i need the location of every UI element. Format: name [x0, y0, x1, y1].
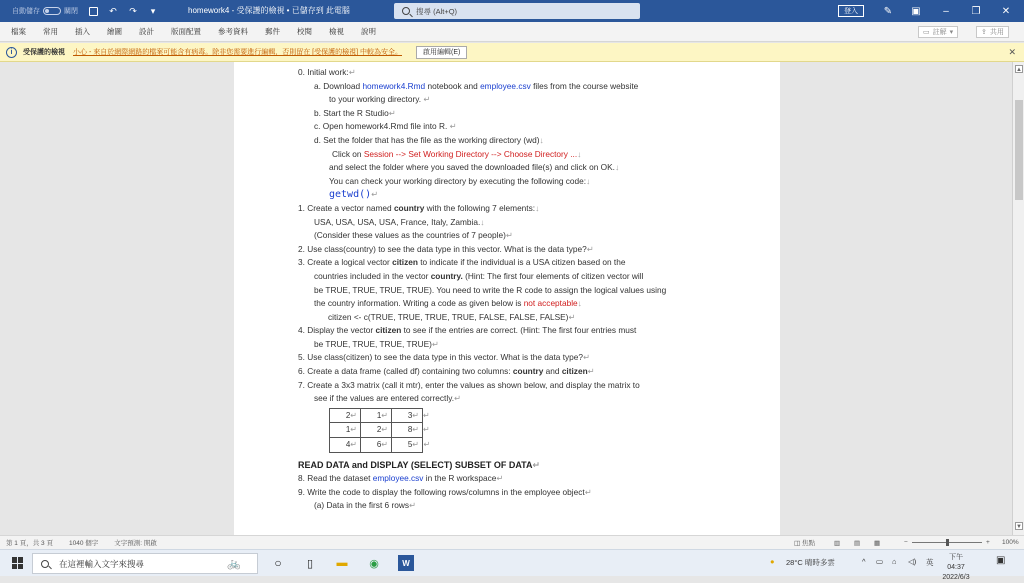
- enable-editing-button[interactable]: 啟用編輯(E): [416, 46, 467, 59]
- row-end-mark: ↵: [423, 440, 431, 450]
- paragraph-mark: ↓: [535, 202, 540, 213]
- matrix-row: [330, 438, 434, 453]
- undo-button[interactable]: [108, 6, 118, 16]
- ribbon-display-icon: ▣: [911, 5, 921, 17]
- line-text: USA, USA, USA, USA, France, Italy, Zambia.: [314, 216, 481, 227]
- line-text: (a) Data in the first 6 rows: [314, 500, 409, 511]
- taskbar-search-placeholder: 在這裡輸入文字來搜尋: [59, 558, 145, 569]
- matrix-cell: [361, 408, 392, 423]
- bold-text: country: [393, 202, 425, 213]
- document-line: [298, 175, 718, 189]
- text-prediction[interactable]: 文字預測: 開啟: [114, 540, 157, 547]
- document-lines-after: [298, 472, 718, 513]
- print-layout-icon[interactable]: ▤: [854, 539, 861, 547]
- scroll-down-button[interactable]: ▼: [1016, 524, 1022, 530]
- matrix-cell-value: 4: [345, 440, 351, 450]
- paragraph-mark: ↵: [412, 410, 419, 420]
- paragraph-mark: ↵: [496, 473, 504, 484]
- notification-icon[interactable]: ▣: [996, 555, 1006, 566]
- restore-button[interactable]: [966, 3, 986, 19]
- pen-icon: ✎: [883, 5, 893, 17]
- tab-references[interactable]: 參考資料: [218, 27, 248, 36]
- scroll-up-button[interactable]: ▲: [1016, 67, 1022, 73]
- matrix-row: [330, 408, 434, 423]
- paragraph-mark: ↵: [350, 425, 357, 435]
- focus-label: 焦點: [801, 540, 815, 547]
- paragraph-mark: ↓: [539, 134, 544, 145]
- comments-button[interactable]: [918, 26, 958, 38]
- page-count[interactable]: 第 1 頁，共 3 頁: [6, 540, 53, 547]
- document-line: [298, 379, 718, 393]
- paragraph-mark: ↵: [371, 189, 379, 200]
- clock-date: 2022/6/3: [942, 574, 970, 581]
- document-line: [298, 93, 718, 107]
- line-text: d. Set the folder that has the file as the working directory (wd): [314, 134, 540, 145]
- paragraph-mark: ↵: [568, 311, 576, 322]
- focus-mode-button[interactable]: [794, 538, 815, 547]
- blue-text: homework4.Rmd: [362, 80, 426, 91]
- status-bar: [0, 535, 1024, 549]
- save-icon: [89, 7, 98, 16]
- line-text: and: [543, 366, 562, 377]
- tab-view[interactable]: 檢視: [329, 27, 344, 36]
- zoom-out-button[interactable]: −: [904, 539, 908, 546]
- document-line: [298, 472, 718, 486]
- paragraph-mark: ↵: [348, 67, 356, 77]
- document-content: [298, 66, 718, 513]
- matrix-cell-value: 2: [345, 410, 351, 420]
- paragraph-mark: ↵: [381, 410, 388, 420]
- weather-text[interactable]: 28°C 晴時多雲: [786, 558, 835, 567]
- restore-icon: ❐: [971, 5, 981, 17]
- zoom-in-button[interactable]: +: [986, 539, 990, 546]
- customize-toolbar-button[interactable]: [148, 6, 158, 16]
- clock[interactable]: [940, 553, 972, 583]
- paragraph-mark: ↵: [454, 393, 461, 404]
- word-count[interactable]: 1040 個字: [68, 540, 99, 547]
- line-text: 6. Create a data frame (called df) containing two columns:: [298, 366, 513, 377]
- paragraph-mark: ↵: [431, 338, 439, 349]
- bold-text: citizen: [392, 257, 418, 268]
- search-icon: [402, 7, 410, 15]
- autosave-state: 關閉: [64, 8, 78, 15]
- document-line: [298, 256, 718, 270]
- ime-indicator[interactable]: 英: [926, 558, 934, 567]
- comment-icon: ▭: [923, 29, 930, 36]
- bold-text: citizen: [561, 366, 588, 377]
- document-line: [298, 311, 718, 325]
- line-text: files from the course website: [530, 80, 639, 91]
- undo-icon: ↶: [109, 5, 117, 16]
- line-text: with the following 7 elements:: [424, 202, 536, 213]
- row-end-mark: ↵: [423, 410, 430, 420]
- matrix-cell: [361, 423, 392, 438]
- file-explorer-icon[interactable]: ▬: [336, 557, 348, 569]
- document-line: [298, 365, 718, 379]
- paragraph-mark: ↵: [409, 500, 416, 511]
- chevron-down-icon: ▾: [949, 29, 954, 36]
- matrix-table: [329, 408, 434, 453]
- share-button[interactable]: [976, 26, 1009, 38]
- pen-button[interactable]: [878, 3, 898, 19]
- row-end-mark: ↵: [423, 425, 430, 435]
- minimize-button[interactable]: [936, 3, 956, 19]
- section-heading-text: READ DATA and DISPLAY (SELECT) SUBSET OF DATA: [298, 459, 533, 470]
- line-text: a. Download: [314, 80, 363, 91]
- weather-icon[interactable]: ●: [770, 557, 775, 566]
- paragraph-mark: ↵: [412, 425, 419, 435]
- document-line: [298, 148, 718, 162]
- redo-button[interactable]: [128, 6, 138, 16]
- red-text: not acceptable: [523, 298, 578, 309]
- paragraph-mark: ↵: [584, 486, 592, 497]
- title-bar: [0, 0, 1024, 22]
- line-text: to your working directory.: [329, 94, 424, 105]
- line-text: 7. Create a 3x3 matrix (call it mtr), enter the values as shown below, and display the matrix to: [298, 379, 640, 390]
- matrix-cell-value: 2: [376, 425, 382, 435]
- paragraph-mark: ↵: [381, 440, 388, 450]
- matrix-cell: [330, 423, 361, 438]
- paragraph-mark: ↵: [505, 230, 513, 241]
- bicycle-icon[interactable]: 🚲: [227, 557, 241, 570]
- matrix-cell: [330, 408, 361, 423]
- document-line: [298, 202, 718, 216]
- line-text: 3. Create a logical vector: [298, 257, 393, 268]
- network-icon[interactable]: ⌂: [892, 557, 897, 566]
- matrix-cell: [392, 408, 423, 423]
- tab-home[interactable]: 常用: [43, 27, 58, 36]
- chrome-icon[interactable]: ◉: [369, 557, 379, 570]
- bold-text: country: [512, 366, 544, 377]
- sign-in-button[interactable]: 登入: [838, 5, 864, 17]
- close-icon[interactable]: ✕: [1008, 47, 1016, 57]
- matrix-cell-value: 5: [407, 440, 413, 450]
- line-text: the country information. Writing a code as given below is: [314, 298, 524, 309]
- read-mode-icon[interactable]: ▥: [834, 539, 841, 547]
- taskbar: [0, 549, 1024, 581]
- tab-insert[interactable]: 插入: [75, 27, 90, 36]
- share-icon: ⇪: [981, 29, 987, 36]
- paragraph-mark: ↵: [423, 94, 431, 105]
- matrix-row: [330, 423, 434, 438]
- paragraph-mark: ↓: [480, 216, 485, 227]
- document-line: [298, 161, 718, 175]
- info-icon: i: [6, 47, 17, 58]
- line-text: 1. Create a vector named: [298, 202, 394, 213]
- document-page[interactable]: [234, 62, 780, 535]
- paragraph-mark: ↵: [381, 425, 388, 435]
- document-line: [298, 284, 718, 298]
- paragraph-mark: ↵: [350, 410, 357, 420]
- bold-text: citizen: [375, 325, 402, 336]
- paragraph-mark: ↵: [449, 121, 457, 132]
- line-text: b. Start the R Studio: [314, 107, 389, 118]
- protected-view-message[interactable]: 小心 - 來自於網際網路的檔案可能含有病毒。除非您需要進行編輯，否則留在 [受保護的檢視] 中較為安全。: [73, 49, 402, 56]
- toggle-icon: [43, 7, 61, 15]
- focus-icon: ◫: [794, 540, 802, 547]
- volume-icon[interactable]: ◁): [908, 557, 917, 566]
- paragraph-mark: ↵: [586, 243, 594, 254]
- protected-view-bar: [0, 43, 1024, 62]
- zoom-level[interactable]: 100%: [1002, 539, 1019, 546]
- matrix-cell: [330, 438, 361, 453]
- document-line: [298, 270, 718, 284]
- document-line: [298, 120, 718, 134]
- matrix-cell-value: 1: [345, 425, 351, 435]
- comments-label: 註解: [932, 29, 947, 36]
- tab-layout[interactable]: 版面配置: [171, 27, 201, 36]
- web-layout-icon[interactable]: ▦: [874, 539, 881, 547]
- document-line: [298, 243, 718, 257]
- widgets-icon[interactable]: ▯: [306, 557, 314, 570]
- document-line: [298, 66, 718, 80]
- matrix-cell-value: 6: [376, 440, 382, 450]
- line-text: 4. Display the vector: [298, 325, 376, 336]
- autosave-label: 自動儲存: [12, 8, 40, 15]
- document-lines: [298, 66, 718, 406]
- line-text: 8. Read the dataset: [298, 473, 373, 484]
- matrix-cell: [392, 438, 423, 453]
- tab-draw[interactable]: 繪圖: [107, 27, 122, 36]
- matrix-cell-value: 3: [407, 410, 413, 420]
- line-text: (Consider these values as the countries of 7 people): [314, 230, 506, 241]
- line-text: and select the folder where you saved the downloaded file(s) and click on OK.: [329, 162, 615, 173]
- line-text: be TRUE, TRUE, TRUE, TRUE): [314, 338, 432, 349]
- matrix-cell-value: 8: [407, 425, 413, 435]
- tab-mailings[interactable]: 郵件: [265, 27, 280, 36]
- document-line: [298, 107, 718, 121]
- zoom-slider-handle[interactable]: [946, 539, 949, 546]
- line-text: in the R workspace: [423, 473, 497, 484]
- line-text: citizen <- c(TRUE, TRUE, TRUE, TRUE, FALSE, FALSE, FALSE): [328, 311, 569, 322]
- search-placeholder: 搜尋 (Alt+Q): [416, 6, 458, 16]
- paragraph-mark: ↵: [583, 352, 590, 363]
- autosave-toggle[interactable]: [12, 6, 78, 16]
- line-text: 9. Write the code to display the following rows/columns in the employee object: [298, 486, 585, 497]
- line-text: You can check your working directory by executing the following code:: [329, 175, 587, 186]
- battery-icon[interactable]: ▭: [876, 557, 884, 566]
- document-line: [298, 297, 718, 311]
- save-button[interactable]: [88, 6, 98, 16]
- paragraph-mark: ↵: [388, 107, 396, 118]
- paragraph-mark: ↓: [586, 175, 591, 186]
- protected-view-title: 受保護的檢視: [23, 49, 65, 56]
- document-title: homework4 - 受保護的檢視 • 已儲存到 此電腦: [188, 6, 350, 15]
- vertical-scrollbar[interactable]: [1012, 62, 1024, 535]
- tab-review[interactable]: 校閱: [297, 27, 312, 36]
- clock-time: 下午 04:37: [947, 554, 965, 571]
- scroll-thumb[interactable]: [1015, 100, 1023, 200]
- minimize-icon: –: [943, 5, 949, 17]
- close-icon: ✕: [1001, 5, 1011, 17]
- code-text: getwd(): [329, 189, 372, 201]
- document-line: [298, 338, 718, 352]
- paragraph-mark: ↵: [587, 366, 595, 377]
- chevron-down-icon: ▾: [150, 5, 156, 16]
- line-text: Click on: [332, 148, 364, 159]
- line-text: c. Open homework4.Rmd file into R.: [314, 121, 450, 132]
- document-line: [298, 486, 718, 500]
- line-text: to see if the entries are correct. (Hint: The first four entries must: [401, 325, 637, 336]
- document-line: [298, 80, 718, 94]
- line-text: to indicate if the individual is a USA citizen based on the: [417, 257, 626, 268]
- blue-text: employee.csv: [480, 80, 531, 91]
- document-line: [298, 351, 718, 365]
- document-line: [298, 229, 718, 243]
- document-line: [298, 134, 718, 148]
- search-icon: [41, 560, 49, 568]
- ribbon-display-button[interactable]: [906, 3, 926, 19]
- line-text: notebook and: [425, 80, 481, 91]
- line-text: 0. Initial work:: [298, 67, 349, 77]
- bold-text: country.: [430, 270, 463, 281]
- chevron-up-icon[interactable]: ^: [862, 557, 866, 566]
- search-input[interactable]: [394, 3, 640, 19]
- document-line: [298, 188, 718, 202]
- document-line: [298, 324, 718, 338]
- red-text: Session --> Set Working Directory --> Choose Directory ...: [363, 148, 578, 159]
- tab-help[interactable]: 說明: [361, 27, 376, 36]
- paragraph-mark: ↵: [412, 440, 419, 450]
- tab-design[interactable]: 設計: [139, 27, 154, 36]
- matrix-cell: [361, 438, 392, 453]
- document-line: [298, 392, 718, 406]
- paragraph-mark: ↵: [532, 459, 541, 470]
- line-text: see if the values are entered correctly.: [314, 393, 455, 404]
- paragraph-mark: ↵: [350, 440, 357, 450]
- close-button[interactable]: [996, 3, 1016, 19]
- paragraph-mark: ↓: [577, 148, 582, 159]
- line-text: be TRUE, TRUE, TRUE, TRUE). You need to write the R code to assign the logical values using: [314, 284, 667, 295]
- line-text: 5. Use class(citizen) to see the data type in this vector. What is the data type?: [298, 352, 584, 363]
- ribbon-tabs: [0, 22, 1024, 42]
- word-icon[interactable]: W: [398, 555, 414, 571]
- task-view-icon[interactable]: ○: [274, 556, 282, 570]
- blue-text: employee.csv: [372, 473, 424, 484]
- start-button[interactable]: [12, 557, 24, 569]
- line-text: countries included in the vector: [314, 270, 431, 281]
- redo-icon: ↷: [129, 5, 137, 16]
- paragraph-mark: ↓: [577, 298, 582, 309]
- tab-file[interactable]: 檔案: [11, 27, 26, 36]
- document-area: [0, 62, 1012, 535]
- matrix-cell-value: 1: [376, 410, 382, 420]
- paragraph-mark: ↓: [614, 162, 620, 173]
- share-label: 共用: [989, 29, 1004, 36]
- matrix-cell: [392, 423, 423, 438]
- document-line: [298, 499, 718, 513]
- section-heading: [298, 459, 718, 473]
- line-text: (Hint: The first four elements of citizen vector will: [462, 270, 644, 281]
- document-line: [298, 216, 718, 230]
- line-text: 2. Use class(country) to see the data type in this vector. What is the data type?: [298, 243, 587, 254]
